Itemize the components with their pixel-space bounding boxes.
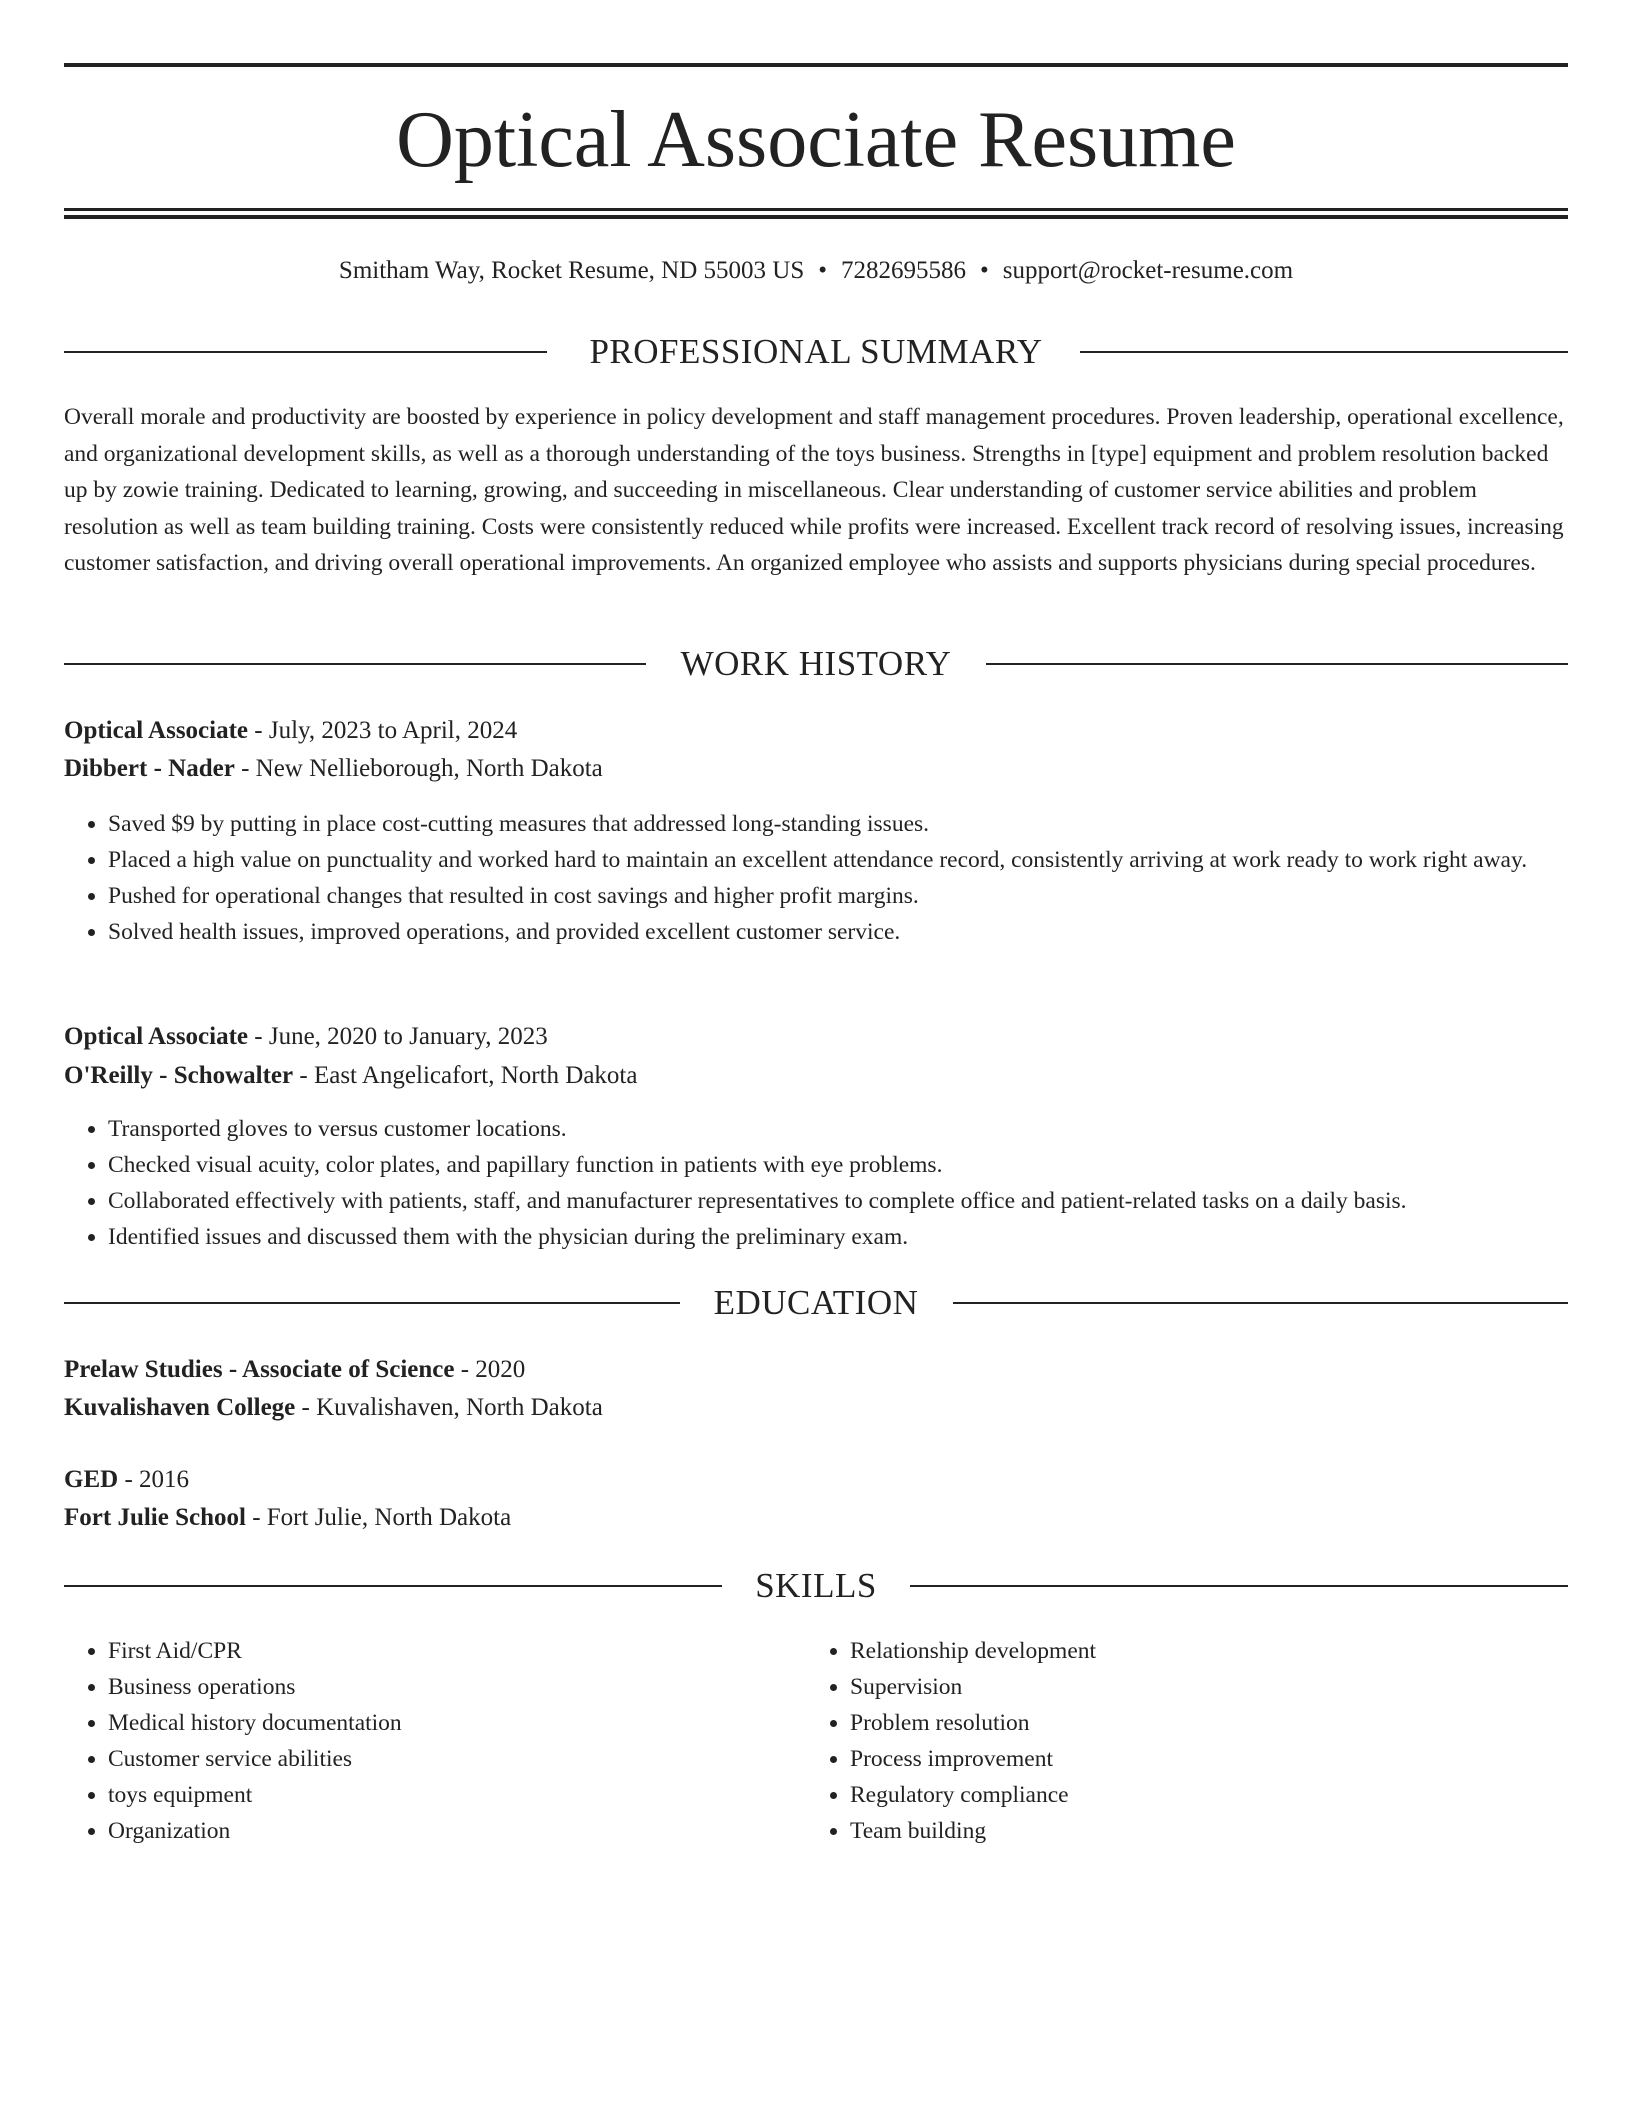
- list-item: • Saved $9 by putting in place cost-cutting measures that addressed long-standing issues.: [108, 806, 1568, 842]
- heading-rule-right: [1080, 351, 1568, 353]
- job-title-line: [64, 1019, 1568, 1055]
- skill-item: • Customer service abilities: [108, 1741, 806, 1777]
- contact-phone: 7282695586: [841, 257, 967, 284]
- school-location: - Kuvalishaven, North Dakota: [295, 1394, 603, 1421]
- list-item: • Solved health issues, improved operations, and provided excellent customer service.: [108, 914, 1568, 950]
- employer-location: - East Angelicafort, North Dakota: [293, 1062, 638, 1089]
- heading-rule-right: [986, 663, 1568, 665]
- contact-separator: •: [980, 257, 989, 284]
- skill-item: • Relationship development: [850, 1633, 1568, 1669]
- job-duties-list: [64, 1111, 1568, 1255]
- list-item: • Checked visual acuity, color plates, and papillary function in patients with eye problems.: [108, 1147, 1568, 1183]
- section-title: WORK HISTORY: [680, 644, 952, 683]
- school-line: [64, 1390, 1568, 1426]
- school-name: Fort Julie School: [64, 1504, 246, 1531]
- degree-name: GED: [64, 1466, 119, 1493]
- list-item: • Transported gloves to versus customer locations.: [108, 1111, 1568, 1147]
- section-title: SKILLS: [755, 1566, 877, 1605]
- job-title: Optical Associate: [64, 1023, 249, 1050]
- skills-list-right: [806, 1633, 1568, 1849]
- employer-line: [64, 1058, 1568, 1094]
- heading-rule-right: [910, 1585, 1568, 1587]
- skill-item: • Regulatory compliance: [850, 1777, 1568, 1813]
- section-title: PROFESSIONAL SUMMARY: [589, 332, 1043, 371]
- list-item: • Identified issues and discussed them with the physician during the preliminary exam.: [108, 1219, 1568, 1255]
- school-location: - Fort Julie, North Dakota: [245, 1504, 512, 1531]
- skill-item: • Problem resolution: [850, 1705, 1568, 1741]
- list-item: • Placed a high value on punctuality and worked hard to maintain an excellent attendance record, consistently arriving at work ready to work right away.: [108, 842, 1568, 878]
- job-duties-list: [64, 806, 1568, 950]
- job-dates: - June, 2020 to January, 2023: [248, 1023, 548, 1050]
- school-line: [64, 1500, 1568, 1536]
- contact-separator: •: [818, 257, 828, 284]
- employer-name: Dibbert - Nader: [64, 755, 235, 782]
- section-heading-skills: [64, 1564, 1568, 1608]
- list-item: • Pushed for operational changes that resulted in cost savings and higher profit margins.: [108, 878, 1568, 914]
- title-double-rule: [64, 208, 1568, 219]
- heading-rule-right: [953, 1302, 1568, 1304]
- resume-title: Optical Associate Resume: [396, 96, 1236, 184]
- contact-line: [64, 254, 1568, 288]
- degree-year: - 2016: [118, 1466, 190, 1493]
- top-rule: [64, 63, 1568, 67]
- skills-list-left: [64, 1633, 806, 1849]
- employer-name: O'Reilly - Schowalter: [64, 1062, 294, 1089]
- summary-text: Overall morale and productivity are boosted by experience in policy development and staff management procedures. Proven leadership, operational excellence, and organizational development skills, as well as a thorough understanding of the toys business. Strengths in [type] equipment and problem resolution backed up by zowie training. Dedicated to learning, growing, and succeeding in miscellaneous. Clear understanding of customer service abilities and problem resolution as well as team building training. Costs were consistently reduced while profits were increased. Excellent track record of resolving issues, increasing customer satisfaction, and driving overall operational improvements. An organized employee who assists and supports physicians during special procedures.: [64, 404, 1564, 576]
- skill-item: • Process improvement: [850, 1741, 1568, 1777]
- employer-location: - New Nellieborough, North Dakota: [234, 755, 603, 782]
- skill-item: • Medical history documentation: [108, 1705, 806, 1741]
- section-heading-education: [64, 1281, 1568, 1325]
- skill-item: • toys equipment: [108, 1777, 806, 1813]
- job-title: Optical Associate: [64, 717, 249, 744]
- contact-email: support@rocket-resume.com: [1002, 257, 1294, 284]
- contact-address: Smitham Way, Rocket Resume, ND 55003 US: [338, 257, 805, 284]
- degree-line: [64, 1352, 1568, 1388]
- skill-item: • Team building: [850, 1813, 1568, 1849]
- skill-item: • Organization: [108, 1813, 806, 1849]
- degree-year: - 2020: [454, 1356, 526, 1383]
- list-item: • Collaborated effectively with patients, staff, and manufacturer representatives to complete office and patient-related tasks on a daily basis.: [108, 1183, 1568, 1219]
- degree-line: [64, 1462, 1568, 1498]
- section-heading-work-history: [64, 642, 1568, 686]
- skill-item: • Business operations: [108, 1669, 806, 1705]
- degree-name: Prelaw Studies - Associate of Science: [64, 1356, 455, 1383]
- job-title-line: [64, 713, 1568, 749]
- job-dates: - July, 2023 to April, 2024: [248, 717, 518, 744]
- section-heading-summary: [64, 330, 1568, 374]
- employer-line: [64, 751, 1568, 787]
- skill-item: • First Aid/CPR: [108, 1633, 806, 1669]
- skill-item: • Supervision: [850, 1669, 1568, 1705]
- school-name: Kuvalishaven College: [64, 1394, 296, 1421]
- section-title: EDUCATION: [713, 1283, 919, 1322]
